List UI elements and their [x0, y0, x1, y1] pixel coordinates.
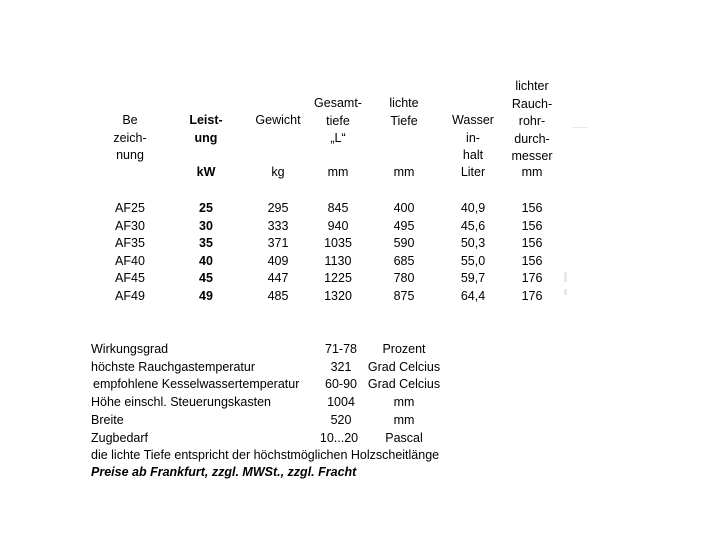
table-cell: 156	[521, 218, 543, 233]
table-cell: 40,9	[460, 201, 486, 215]
table-cell: 25	[199, 201, 213, 215]
scan-artifact	[564, 272, 567, 282]
table-cell: 333	[267, 218, 289, 233]
column-wasserinhalt	[442, 200, 504, 306]
table-cell: AF25	[115, 201, 145, 215]
spec-row	[0, 431, 701, 449]
spec-label: Höhe einschl. Steuerungskasten	[91, 395, 271, 409]
unit-leistung: kW	[196, 165, 216, 179]
scan-artifact	[564, 289, 567, 295]
table-cell: 40	[199, 253, 213, 268]
table-cell: 156	[521, 236, 543, 251]
unit-gesamttiefe: mm	[327, 165, 349, 179]
header-leistung: Leist- ung	[189, 113, 223, 145]
column-lichte-tiefe	[374, 200, 434, 306]
table-cell: 685	[393, 253, 415, 268]
header-bezeichnung: Be zeich- nung	[113, 113, 147, 162]
table-cell: 45,6	[460, 218, 486, 233]
table-cell: 156	[521, 253, 543, 268]
table-cell: 371	[267, 236, 289, 251]
header-gesamttiefe: Gesamt- tiefe „L“	[314, 96, 362, 145]
table-cell: 30	[199, 218, 213, 233]
spec-row	[0, 413, 701, 431]
table-cell: 1035	[324, 236, 352, 251]
table-cell: 64,4	[460, 288, 486, 303]
unit-lichte-tiefe: mm	[393, 165, 415, 179]
table-cell: AF35	[115, 236, 145, 251]
table-cell: 295	[267, 201, 289, 215]
spec-label: Wirkungsgrad	[91, 342, 169, 356]
table-cell: 875	[393, 288, 415, 303]
table-cell: 495	[393, 218, 415, 233]
unit-wasserinhalt: Liter	[460, 165, 486, 179]
table-cell: 485	[267, 288, 289, 303]
table-cell: 409	[267, 253, 289, 268]
header-lichte-tiefe: lichte Tiefe	[389, 96, 419, 128]
prices-note: Preise ab Frankfurt, zzgl. MWSt., zzgl. Fracht	[91, 465, 357, 479]
spec-row	[0, 377, 701, 395]
column-gewicht	[248, 200, 308, 306]
spec-unit: mm	[393, 395, 415, 409]
spec-label: Zugbedarf	[91, 431, 148, 445]
table-cell: 1130	[324, 253, 352, 268]
table-cell: 59,7	[460, 271, 486, 286]
spec-unit: Prozent	[382, 342, 426, 356]
spec-value: 10...20	[319, 431, 359, 445]
spec-value: 321	[330, 360, 352, 374]
table-cell: AF45	[115, 271, 145, 286]
table-cell: AF40	[115, 253, 145, 268]
table-cell: 176	[521, 288, 543, 303]
column-bezeichnung	[100, 200, 160, 306]
column-rauchrohrdurchmesser	[502, 200, 562, 306]
table-cell: 176	[521, 271, 543, 286]
spec-unit: Grad Celcius	[367, 377, 441, 391]
note-text: die lichte Tiefe entspricht der höchstmöglichen Holzscheitlänge	[91, 448, 440, 462]
table-cell: 50,3	[460, 236, 486, 251]
table-cell: 49	[199, 288, 213, 303]
column-leistung	[176, 200, 236, 306]
table-cell: 35	[199, 236, 213, 251]
table-cell: 590	[393, 236, 415, 251]
spec-row	[0, 395, 701, 413]
unit-rauchrohrdurchmesser: mm	[521, 165, 543, 179]
spec-unit: mm	[393, 413, 415, 427]
spec-row	[0, 342, 701, 360]
header-rauchrohrdurchmesser: lichter Rauch- rohr- durch- messer	[511, 79, 553, 163]
table-cell: 156	[521, 201, 543, 215]
table-cell: AF30	[115, 218, 145, 233]
table-cell: 1225	[324, 271, 352, 286]
table-cell: 400	[393, 201, 415, 215]
spec-label: Breite	[91, 413, 124, 427]
spec-unit: Pascal	[385, 431, 423, 445]
header-gewicht: Gewicht	[255, 113, 301, 127]
spec-value: 71-78	[325, 342, 357, 356]
spec-value: 60-90	[325, 377, 357, 391]
table-cell: 55,0	[460, 253, 486, 268]
spec-unit: Grad Celcius	[367, 360, 441, 374]
table-cell: 45	[199, 271, 213, 286]
table-cell: AF49	[115, 288, 145, 303]
column-gesamttiefe	[306, 200, 370, 306]
spec-row	[0, 360, 701, 378]
table-cell: 780	[393, 271, 415, 286]
header-wasserinhalt: Wasser in- halt	[452, 113, 494, 162]
spec-label: empfohlene Kesselwassertemperatur	[93, 377, 300, 391]
unit-gewicht: kg	[271, 165, 285, 179]
table-cell: 1320	[324, 288, 352, 303]
spec-value: 520	[330, 413, 352, 427]
scan-artifact	[572, 127, 588, 128]
table-cell: 447	[267, 271, 289, 286]
spec-label: höchste Rauchgastemperatur	[91, 360, 255, 374]
spec-value: 1004	[327, 395, 355, 409]
table-cell: 845	[327, 201, 349, 215]
table-cell: 940	[327, 218, 349, 233]
